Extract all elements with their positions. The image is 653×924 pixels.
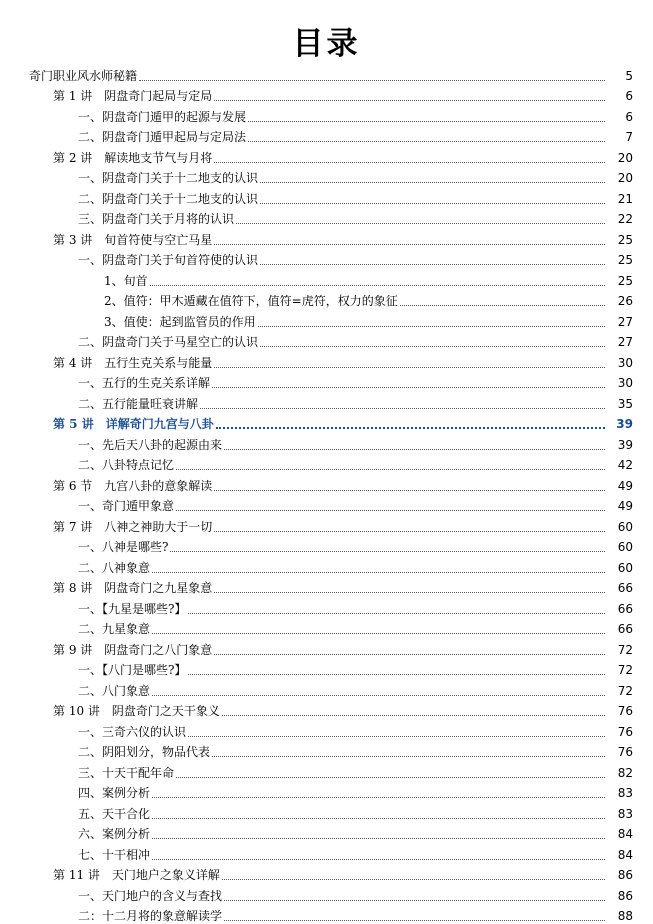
toc-entry-label: 一、阴盘奇门关于旬首符使的认识	[78, 253, 258, 268]
toc-entry[interactable]	[0, 145, 653, 166]
toc-entry-label: 一、八神是哪些?	[78, 540, 168, 555]
dot-leader	[248, 121, 605, 122]
dot-leader	[152, 818, 605, 819]
toc-entry-label: 一、阴盘奇门关于十二地支的认识	[78, 171, 258, 186]
toc-entry-label: 第 9 讲 阴盘奇门之八门象意	[53, 643, 212, 658]
toc-entry-label: 2、值符：甲木遁藏在值符下，值符=虎符，权力的象征	[104, 294, 398, 309]
toc-entry-page-number: 86	[607, 868, 633, 883]
dot-leader	[152, 838, 605, 839]
toc-entry-page-number: 66	[607, 581, 633, 596]
dot-leader	[139, 80, 605, 81]
dot-leader	[188, 613, 605, 614]
dot-leader	[260, 346, 605, 347]
toc-entry-label: 第 5 讲 详解奇门九宫与八卦	[53, 417, 214, 432]
toc-entry[interactable]	[0, 412, 653, 433]
dot-leader	[224, 920, 605, 921]
toc-entry-label: 二、阴盘奇门关于十二地支的认识	[78, 192, 258, 207]
toc-entry[interactable]	[0, 166, 653, 187]
toc-entry[interactable]	[0, 432, 653, 453]
dot-leader	[188, 736, 605, 737]
toc-entry-page-number: 83	[607, 807, 633, 822]
toc-entry-page-number: 42	[607, 458, 633, 473]
toc-entry[interactable]	[0, 371, 653, 392]
toc-entry-page-number: 5	[607, 69, 633, 84]
toc-entry-page-number: 35	[607, 397, 633, 412]
dot-leader	[176, 777, 605, 778]
toc-entry-label: 六、案例分析	[78, 827, 150, 842]
toc-entry-page-number: 27	[607, 335, 633, 350]
toc-entry-label: 二：十二月将的象意解读学	[78, 909, 222, 924]
toc-entry[interactable]	[0, 678, 653, 699]
toc-entry-label: 四、案例分析	[78, 786, 150, 801]
toc-entry-page-number: 82	[607, 766, 633, 781]
toc-entry-label: 第 1 讲 阴盘奇门起局与定局	[53, 89, 212, 104]
toc-entry[interactable]	[0, 207, 653, 228]
toc-entry[interactable]	[0, 801, 653, 822]
toc-entry-label: 三、阴盘奇门关于月将的认识	[78, 212, 234, 227]
dot-leader	[214, 531, 605, 532]
toc-entry[interactable]	[0, 309, 653, 330]
toc-entry-label: 一、阴盘奇门遁甲的起源与发展	[78, 110, 246, 125]
toc-entry-label: 一、奇门遁甲象意	[78, 499, 174, 514]
toc-entry-page-number: 25	[607, 253, 633, 268]
dot-leader	[214, 367, 605, 368]
toc-entry[interactable]	[0, 227, 653, 248]
toc-entry[interactable]	[0, 350, 653, 371]
dot-leader	[214, 100, 605, 101]
dot-leader	[152, 633, 605, 634]
dot-leader	[152, 695, 605, 696]
toc-entry-label: 七、十干相冲	[78, 848, 150, 863]
toc-entry[interactable]	[0, 842, 653, 863]
toc-entry-page-number: 66	[607, 602, 633, 617]
toc-entry-page-number: 86	[607, 889, 633, 904]
toc-entry-page-number: 30	[607, 356, 633, 371]
dot-leader	[214, 654, 605, 655]
dot-leader	[176, 469, 605, 470]
toc-entry-page-number: 72	[607, 663, 633, 678]
toc-entry-page-number: 60	[607, 561, 633, 576]
toc-entry-page-number: 60	[607, 540, 633, 555]
toc-entry[interactable]	[0, 473, 653, 494]
toc-entry-label: 一、五行的生克关系详解	[78, 376, 210, 391]
toc-entry-page-number: 49	[607, 499, 633, 514]
toc-entry[interactable]	[0, 822, 653, 843]
toc-entry[interactable]	[0, 63, 653, 84]
toc-entry-label: 二、阴盘奇门关于马星空亡的认识	[78, 335, 258, 350]
dot-leader	[214, 490, 605, 491]
dot-leader	[260, 264, 605, 265]
toc-entry-page-number: 6	[607, 110, 633, 125]
toc-entry-page-number: 60	[607, 520, 633, 535]
toc-entry[interactable]	[0, 494, 653, 515]
toc-entry[interactable]	[0, 555, 653, 576]
toc-entry[interactable]	[0, 330, 653, 351]
dot-leader	[224, 900, 605, 901]
toc-entry[interactable]	[0, 104, 653, 125]
toc-entry[interactable]	[0, 576, 653, 597]
toc-entry-page-number: 25	[607, 274, 633, 289]
toc-entry-label: 3、值使：起到监管员的作用	[104, 315, 256, 330]
toc-entry-label: 二、阴盘奇门遁甲起局与定局法	[78, 130, 246, 145]
toc-entry-label: 二、九星象意	[78, 622, 150, 637]
toc-entry-label: 五、天干合化	[78, 807, 150, 822]
toc-entry-label: 第 2 讲 解读地支节气与月将	[53, 151, 212, 166]
toc-entry-page-number: 88	[607, 909, 633, 924]
toc-entry-label: 一、【八门是哪些?】	[78, 663, 186, 678]
toc-entry-page-number: 39	[607, 438, 633, 453]
toc-entry[interactable]	[0, 453, 653, 474]
dot-leader	[236, 223, 605, 224]
dot-leader	[216, 427, 605, 429]
dot-leader	[214, 162, 605, 163]
toc-entry[interactable]	[0, 883, 653, 904]
dot-leader	[152, 859, 605, 860]
page-title: 目录	[0, 22, 653, 66]
toc-entry-page-number: 76	[607, 745, 633, 760]
toc-entry-page-number: 39	[607, 417, 633, 432]
toc-entry-label: 二、阴阳划分，物品代表	[78, 745, 210, 760]
toc-entry-page-number: 72	[607, 684, 633, 699]
dot-leader	[214, 244, 605, 245]
toc-entry-label: 一、三奇六仪的认识	[78, 725, 186, 740]
toc-entry[interactable]	[0, 904, 653, 924]
dot-leader	[212, 756, 605, 757]
toc-entry-page-number: 72	[607, 643, 633, 658]
toc-entry[interactable]	[0, 535, 653, 556]
dot-leader	[248, 141, 605, 142]
toc-entry-page-number: 26	[607, 294, 633, 309]
toc-entry-page-number: 76	[607, 704, 633, 719]
toc-entry-label: 第 11 讲 天门地户之象义详解	[53, 868, 220, 883]
dot-leader	[222, 879, 605, 880]
toc-entry-label: 二、八门象意	[78, 684, 150, 699]
toc-entry[interactable]	[0, 637, 653, 658]
toc-entry-label: 第 7 讲 八神之神助大于一切	[53, 520, 212, 535]
toc-entry-label: 奇门职业风水师秘籍	[29, 69, 137, 84]
toc-entry-page-number: 25	[607, 233, 633, 248]
toc-entry-page-number: 7	[607, 130, 633, 145]
toc-entry-label: 二、八神象意	[78, 561, 150, 576]
toc-entry-page-number: 84	[607, 827, 633, 842]
toc-entry[interactable]	[0, 248, 653, 269]
table-of-contents	[0, 63, 653, 924]
toc-entry-label: 第 3 讲 旬首符使与空亡马星	[53, 233, 212, 248]
toc-entry-label: 一、先后天八卦的起源由来	[78, 438, 222, 453]
dot-leader	[258, 326, 605, 327]
dot-leader	[200, 408, 605, 409]
dot-leader	[170, 551, 605, 552]
toc-entry-page-number: 27	[607, 315, 633, 330]
toc-entry-label: 一、【九星是哪些?】	[78, 602, 186, 617]
toc-entry-label: 第 8 讲 阴盘奇门之九星象意	[53, 581, 212, 596]
toc-entry[interactable]	[0, 268, 653, 289]
toc-entry-label: 1、旬首	[104, 274, 148, 289]
toc-entry[interactable]	[0, 125, 653, 146]
toc-entry-page-number: 66	[607, 622, 633, 637]
dot-leader	[150, 285, 605, 286]
toc-entry-page-number: 21	[607, 192, 633, 207]
toc-entry-label: 三、十天干配年命	[78, 766, 174, 781]
toc-entry-label: 第 4 讲 五行生克关系与能量	[53, 356, 212, 371]
toc-entry[interactable]	[0, 514, 653, 535]
dot-leader	[400, 305, 605, 306]
dot-leader	[176, 510, 605, 511]
toc-entry[interactable]	[0, 617, 653, 638]
toc-entry[interactable]	[0, 84, 653, 105]
toc-entry-page-number: 22	[607, 212, 633, 227]
toc-entry-page-number: 6	[607, 89, 633, 104]
toc-entry-page-number: 49	[607, 479, 633, 494]
toc-entry-page-number: 83	[607, 786, 633, 801]
dot-leader	[260, 203, 605, 204]
toc-entry-page-number: 84	[607, 848, 633, 863]
dot-leader	[152, 572, 605, 573]
toc-entry[interactable]	[0, 863, 653, 884]
toc-entry[interactable]	[0, 781, 653, 802]
toc-entry-label: 一、天门地户的含义与查找	[78, 889, 222, 904]
toc-entry-page-number: 76	[607, 725, 633, 740]
toc-entry-label: 二、五行能量旺衰讲解	[78, 397, 198, 412]
toc-entry-page-number: 30	[607, 376, 633, 391]
toc-entry[interactable]	[0, 760, 653, 781]
toc-entry-label: 第 6 节 九宫八卦的意象解读	[53, 479, 212, 494]
toc-entry[interactable]	[0, 699, 653, 720]
dot-leader	[214, 592, 605, 593]
toc-entry-label: 二、八卦特点记忆	[78, 458, 174, 473]
dot-leader	[188, 674, 605, 675]
toc-entry[interactable]	[0, 289, 653, 310]
toc-entry[interactable]	[0, 596, 653, 617]
dot-leader	[222, 715, 605, 716]
dot-leader	[212, 387, 605, 388]
dot-leader	[152, 797, 605, 798]
dot-leader	[260, 182, 605, 183]
toc-entry-page-number: 20	[607, 151, 633, 166]
toc-entry[interactable]	[0, 719, 653, 740]
toc-entry-page-number: 20	[607, 171, 633, 186]
toc-entry[interactable]	[0, 740, 653, 761]
toc-entry[interactable]	[0, 658, 653, 679]
toc-entry-label: 第 10 讲 阴盘奇门之天干象义	[53, 704, 220, 719]
dot-leader	[224, 449, 605, 450]
toc-entry[interactable]	[0, 186, 653, 207]
toc-entry[interactable]	[0, 391, 653, 412]
